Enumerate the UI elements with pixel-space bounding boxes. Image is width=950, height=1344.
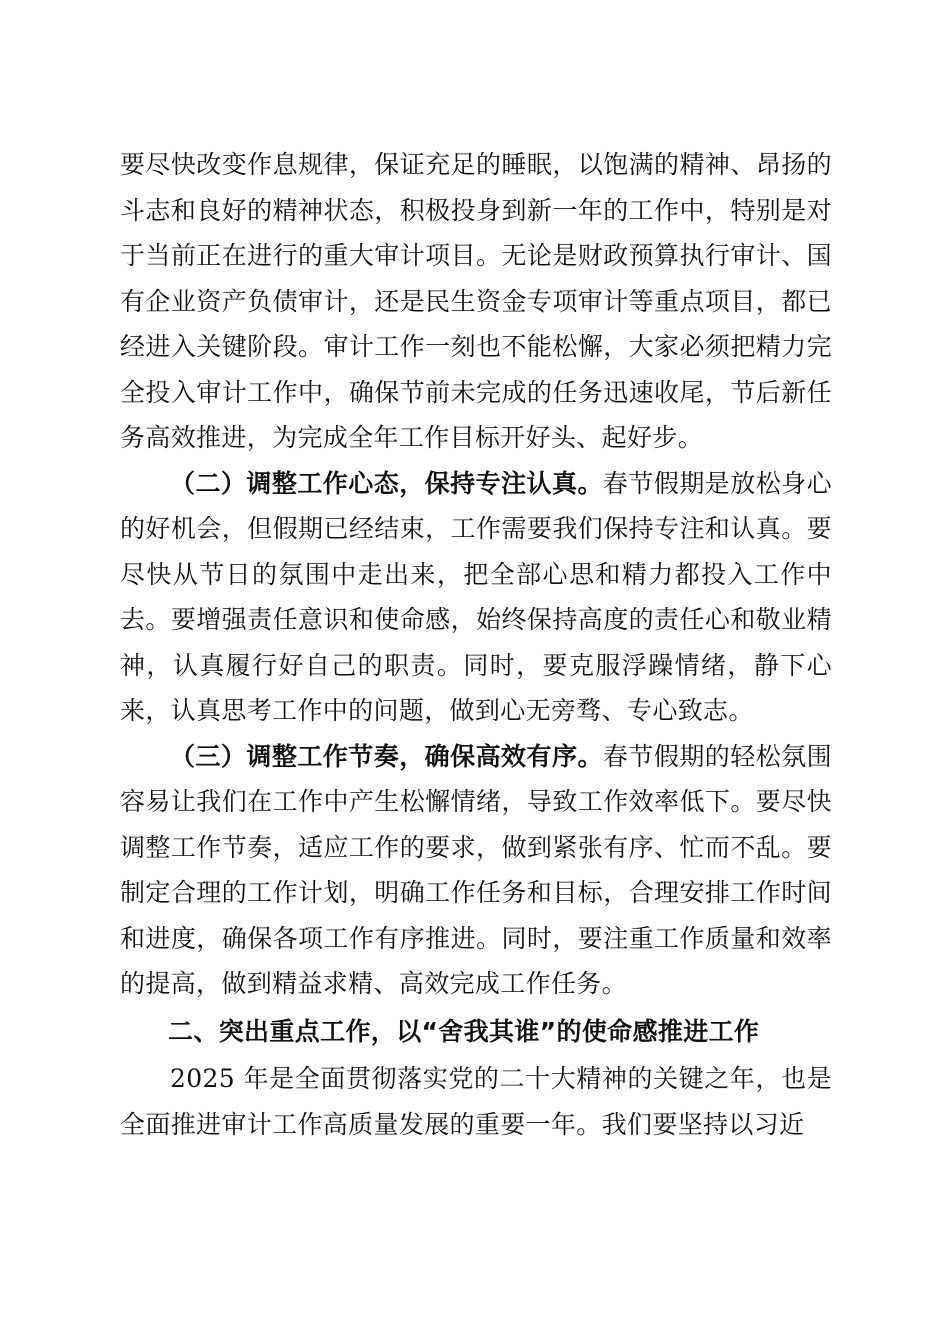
subheading-adjust-mindset: （二）调整工作心态，保持专注认真。 bbox=[170, 468, 603, 498]
paragraph-adjust-rhythm bbox=[120, 734, 832, 1007]
paragraph-adjust-mindset-body: 春节假期是放松身心的好机会，但假期已经结束，工作需要我们保持专注和认真。要尽快从节日的氛围中走出来，把全部心思和精力都投入工作中去。要增强责任意识和使命感，始终保持高度的责任心和敬业精神，认真履行好自己的职责。同时，要克服浮躁情绪，静下心来，认真思考工作中的问题，做到心无旁骛、专心致志。 bbox=[120, 468, 832, 725]
document-body bbox=[120, 142, 832, 1147]
paragraph-2025-intro: 2025 年是全面贯彻落实党的二十大精神的关键之年，也是全面推进审计工作高质量发展的重要一年。我们要坚持以习近 bbox=[120, 1064, 832, 1139]
paragraph-adjust-mindset bbox=[120, 461, 832, 734]
section-heading-2: 二、突出重点工作，以“舍我其谁”的使命感推进工作 bbox=[168, 1016, 760, 1046]
subheading-adjust-rhythm: （三）调整工作节奏，确保高效有序。 bbox=[170, 741, 603, 771]
paragraph-adjust-rhythm-body: 春节假期的轻松氛围容易让我们在工作中产生松懈情绪，导致工作效率低下。要尽快调整工作节奏，适应工作的要求，做到紧张有序、忙而不乱。要制定合理的工作计划，明确工作任务和目标，合理安排工作时间和进度，确保各项工作有序推进。同时，要注重工作质量和效率的提高，做到精益求精、高效完成工作任务。 bbox=[120, 741, 832, 998]
paragraph-continuation: 要尽快改变作息规律，保证充足的睡眠，以饱满的精神、昂扬的斗志和良好的精神状态，积极投身到新一年的工作中，特别是对于当前正在进行的重大审计项目。无论是财政预算执行审计、国有企业资产负债审计，还是民生资金专项审计等重点项目，都已经进入关键阶段。审计工作一刻也不能松懈，大家必须把精力完全投入审计工作中，确保节前未完成的任务迅速收尾，节后新任务高效推进，为完成全年工作目标开好头、起好步。 bbox=[120, 150, 832, 452]
